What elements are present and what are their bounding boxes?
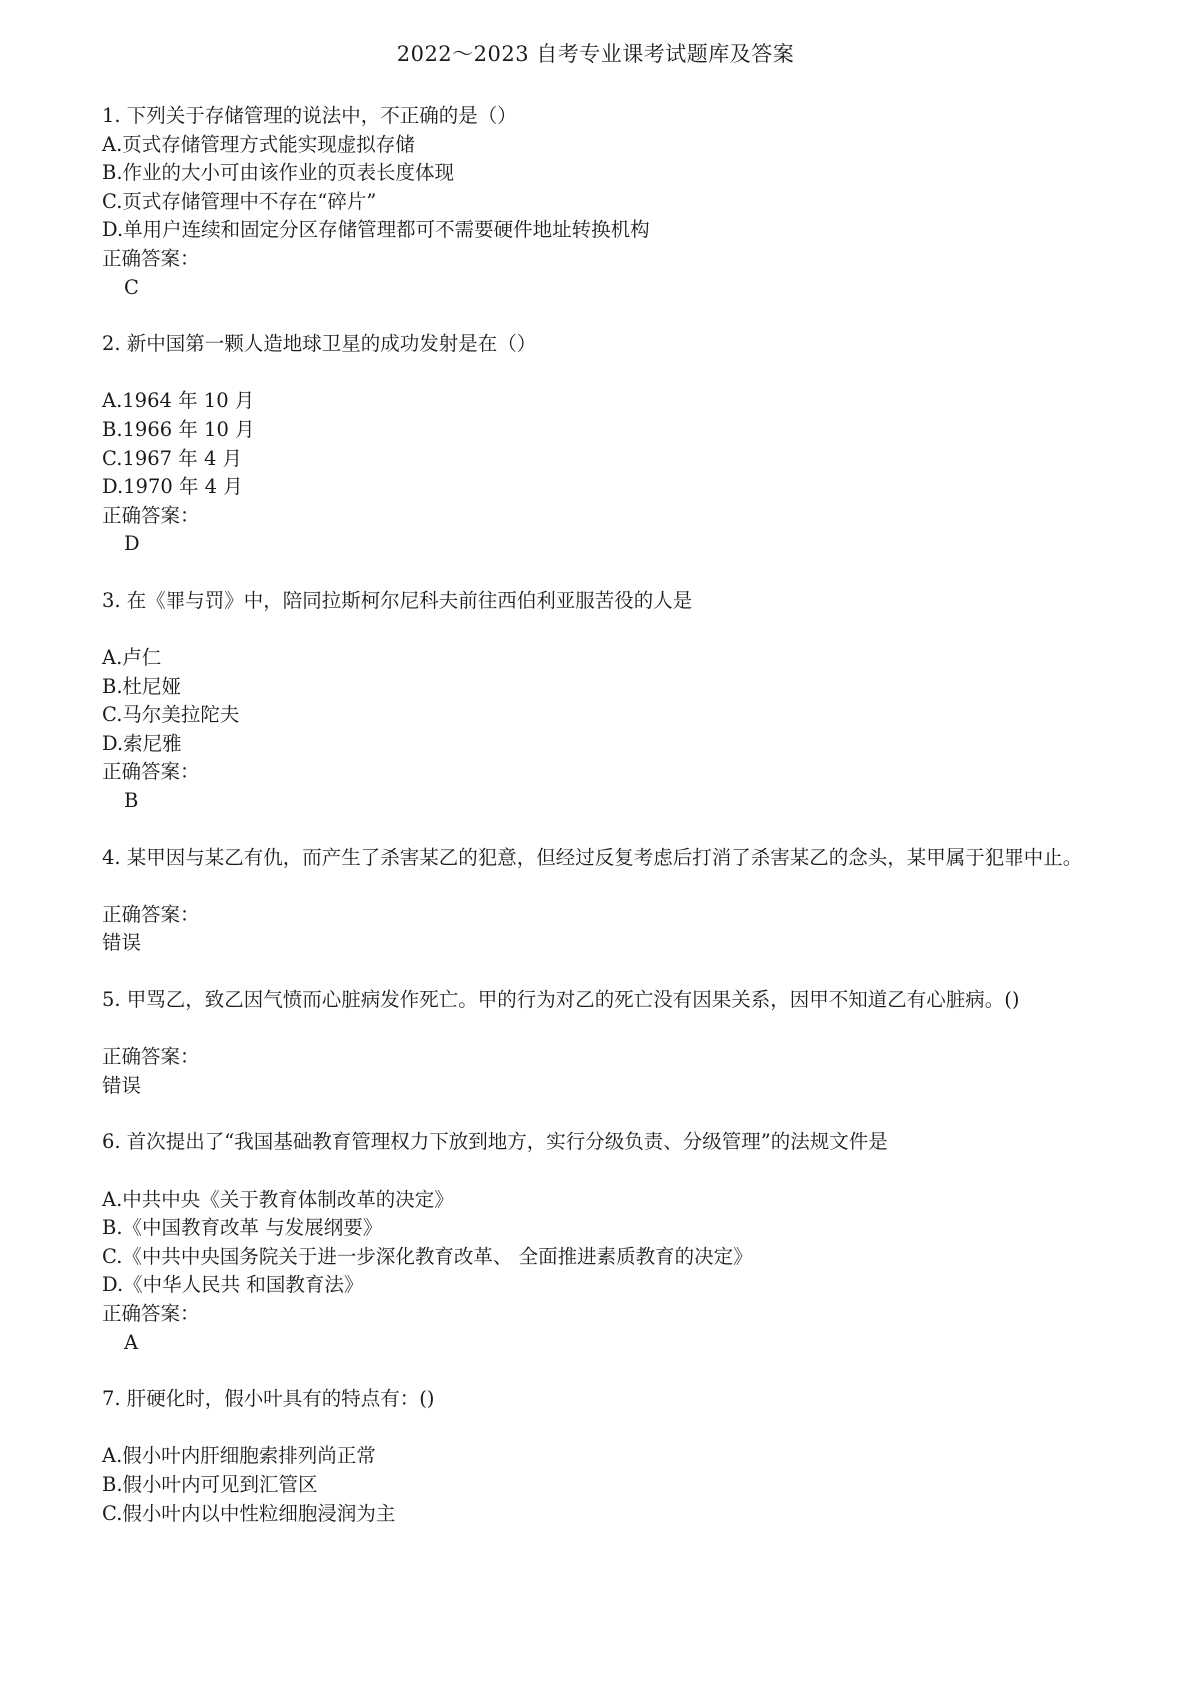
answer-option: B.《中国教育改革 与发展纲要》 — [102, 1216, 383, 1240]
page-title: 2022～2023 自考专业课考试题库及答案 — [396, 42, 795, 66]
question-text: 1. 下列关于存储管理的说法中，不正确的是（） — [102, 104, 517, 127]
answer-option: D.1970 年 4 月 — [102, 475, 243, 499]
answer-option: A.卢仁 — [102, 646, 162, 670]
answer-option: C.1967 年 4 月 — [102, 446, 243, 470]
question-spacer — [102, 359, 1097, 388]
question-block — [102, 986, 1097, 1100]
answer-option: C.《中共中央国务院关于进一步深化教育改革、 全面推进素质教育的决定》 — [102, 1244, 753, 1268]
answer-value: C — [124, 275, 139, 299]
question-spacer — [102, 616, 1097, 645]
question-block — [102, 587, 1097, 816]
question-list — [102, 102, 1097, 1556]
answer-option: A.假小叶内肝细胞索排列尚正常 — [102, 1444, 376, 1468]
answer-option: C.马尔美拉陀夫 — [102, 703, 240, 727]
question-block — [102, 1128, 1097, 1357]
question-spacer — [102, 1157, 1097, 1186]
answer-option: B.作业的大小可由该作业的页表长度体现 — [102, 161, 455, 185]
question-block — [102, 330, 1097, 559]
answer-label: 正确答案： — [102, 503, 200, 527]
answer-option: D.单用户连续和固定分区存储管理都可不需要硬件地址转换机构 — [102, 218, 650, 242]
answer-value: 错误 — [102, 1073, 142, 1097]
answer-option: D.索尼雅 — [102, 731, 182, 755]
question-block — [102, 102, 1097, 302]
answer-option: B.杜尼娅 — [102, 674, 182, 698]
answer-option: A.1964 年 10 月 — [102, 389, 255, 413]
answer-option: B.假小叶内可见到汇管区 — [102, 1472, 318, 1496]
answer-value: D — [124, 532, 140, 556]
answer-option: A.中共中央《关于教育体制改革的决定》 — [102, 1187, 454, 1211]
answer-option: D.《中华人民共 和国教育法》 — [102, 1273, 364, 1297]
answer-label: 正确答案： — [102, 1301, 200, 1325]
question-block — [102, 1385, 1097, 1528]
answer-value: 错误 — [102, 931, 142, 955]
question-spacer — [102, 1414, 1097, 1443]
question-text: 3. 在《罪与罚》中，陪同拉斯柯尔尼科夫前往西伯利亚服苦役的人是 — [102, 588, 693, 612]
answer-label: 正确答案： — [102, 1045, 200, 1069]
question-block — [102, 844, 1097, 958]
question-spacer — [102, 1015, 1097, 1044]
answer-option: C.假小叶内以中性粒细胞浸润为主 — [102, 1501, 396, 1525]
answer-label: 正确答案： — [102, 760, 200, 784]
answer-option: B.1966 年 10 月 — [102, 417, 255, 441]
answer-value: B — [124, 789, 139, 813]
answer-label: 正确答案： — [102, 902, 200, 926]
question-text: 2. 新中国第一颗人造地球卫星的成功发射是在（） — [102, 332, 537, 356]
question-text: 5. 甲骂乙，致乙因气愤而心脏病发作死亡。甲的行为对乙的死亡没有因果关系，因甲不知道乙有心脏病。() — [102, 988, 1020, 1012]
answer-option: A.页式存储管理方式能实现虚拟存储 — [102, 132, 415, 156]
answer-label: 正确答案： — [102, 246, 200, 270]
question-text: 7. 肝硬化时，假小叶具有的特点有：() — [102, 1387, 435, 1411]
answer-value: A — [124, 1330, 139, 1354]
question-spacer — [102, 872, 1097, 901]
question-text: 6. 首次提出了“我国基础教育管理权力下放到地方，实行分级负责、分级管理”的法规文件是 — [102, 1130, 888, 1154]
answer-option: C.页式存储管理中不存在“碎片” — [102, 189, 377, 213]
question-text: 4. 某甲因与某乙有仇，而产生了杀害某乙的犯意，但经过反复考虑后打消了杀害某乙的念头，某甲属于犯罪中止。 — [102, 845, 1083, 869]
